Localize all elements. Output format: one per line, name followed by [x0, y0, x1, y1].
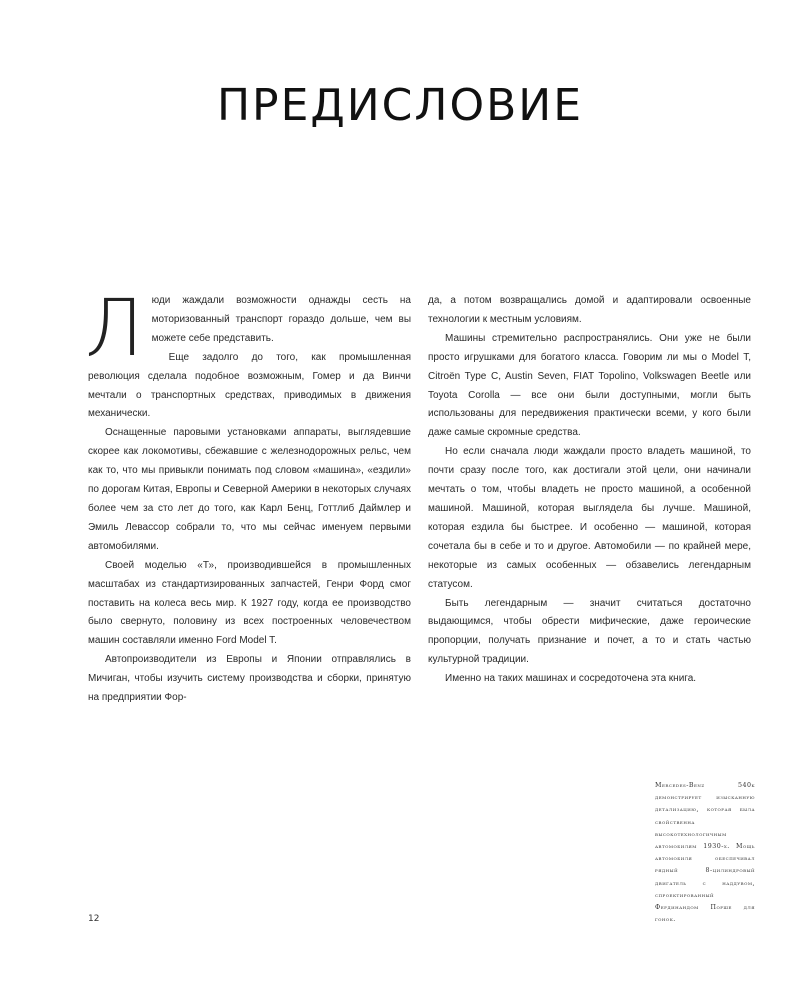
- paragraph: Люди жаждали возможности однажды сесть на моторизованный транспорт гораздо дольше, чем вы можете себе представить.: [85, 284, 411, 374]
- page-title: ПРЕДИСЛОВИЕ: [216, 80, 584, 131]
- paragraph: Именно на таких машинах и сосредоточена эта книга.: [445, 673, 697, 685]
- right-column: [428, 292, 751, 689]
- paragraph: Еще задолго до того, как промышленная революция сделала подобное возможным, Гомер и да Винчи мечтали о транспортных средствах, приводимых в движения механически.: [88, 351, 411, 420]
- left-column: [85, 284, 411, 708]
- paragraph: Быть легендарным — значит считаться достаточно выдающимся, чтобы обрести мифические, даже героические пропорции, получать признание и почет, а то и стать частью культурной традиции.: [428, 597, 751, 666]
- image-caption: [655, 780, 755, 926]
- drop-cap: Л: [85, 284, 144, 374]
- paragraph: да, а потом возвращались домой и адаптировали освоенные технологии к местным условиям.: [428, 295, 751, 325]
- paragraph: Оснащенные паровыми установками аппараты, выглядевшие скорее как локомотивы, сбежавшие с железнодорожных рельс, чем как то, что мы привыкли понимать под словом «машина», «ездили» по дорогам Китая, Европы и Северной Америки в некоторых случаях более чем за сто лет до того, как Карл Бенц, Готтлиб Даймлер и Эмиль Левассор собрали то, что мы сейчас именуем первыми автомобилями.: [88, 427, 411, 552]
- paragraph: Автопроизводители из Европы и Японии отправлялись в Мичиган, чтобы изучить систему производства и сборки, принятую на предприятии Фор-: [88, 654, 411, 704]
- paragraph: Машины стремительно распространялись. Они уже не были просто игрушками для богатого класса. Говорим ли мы о Model T, Citroën Type C, Austin Seven, FIAT Topolino, Volkswagen Beetle или Toyota Corolla — все они были доступными, могли быть использованы для передвижения практически всеми, у кого были даже самые скромные средства.: [428, 332, 751, 439]
- caption-text: Mercedes-Benz 540k демонстрирует изысканную детализацию, которая была свойственна высокотехнологичным автомобилям 1930-х. Мощь автомобиля обеспечивал рядный 8-цилиндровый двигатель с наддувом, спроектированный Фердинандом Порше для гонок.: [655, 782, 755, 924]
- paragraph: Своей моделью «Т», производившейся в промышленных масштабах из стандартизированных запчастей, Генри Форд смог поставить на колеса весь мир. К 1927 году, когда ее производство было свернуто, половину из всех построенных человечеством машин составляли именно Ford Model T.: [88, 559, 411, 647]
- paragraph: Но если сначала люди жаждали просто владеть машиной, то почти сразу после того, как достигали этой цели, они начинали мечтать о том, чтобы владеть не просто машиной, а особенной машиной. Машиной, которая выглядела бы лучше. Машиной, которая ездила бы быстрее. И особенно — машиной, которая сочетала бы в себе и то и другое. Автомобили — по крайней мере, некоторые из самых особенных — обзавелись легендарным статусом.: [428, 446, 751, 590]
- page-number: 12: [88, 914, 100, 924]
